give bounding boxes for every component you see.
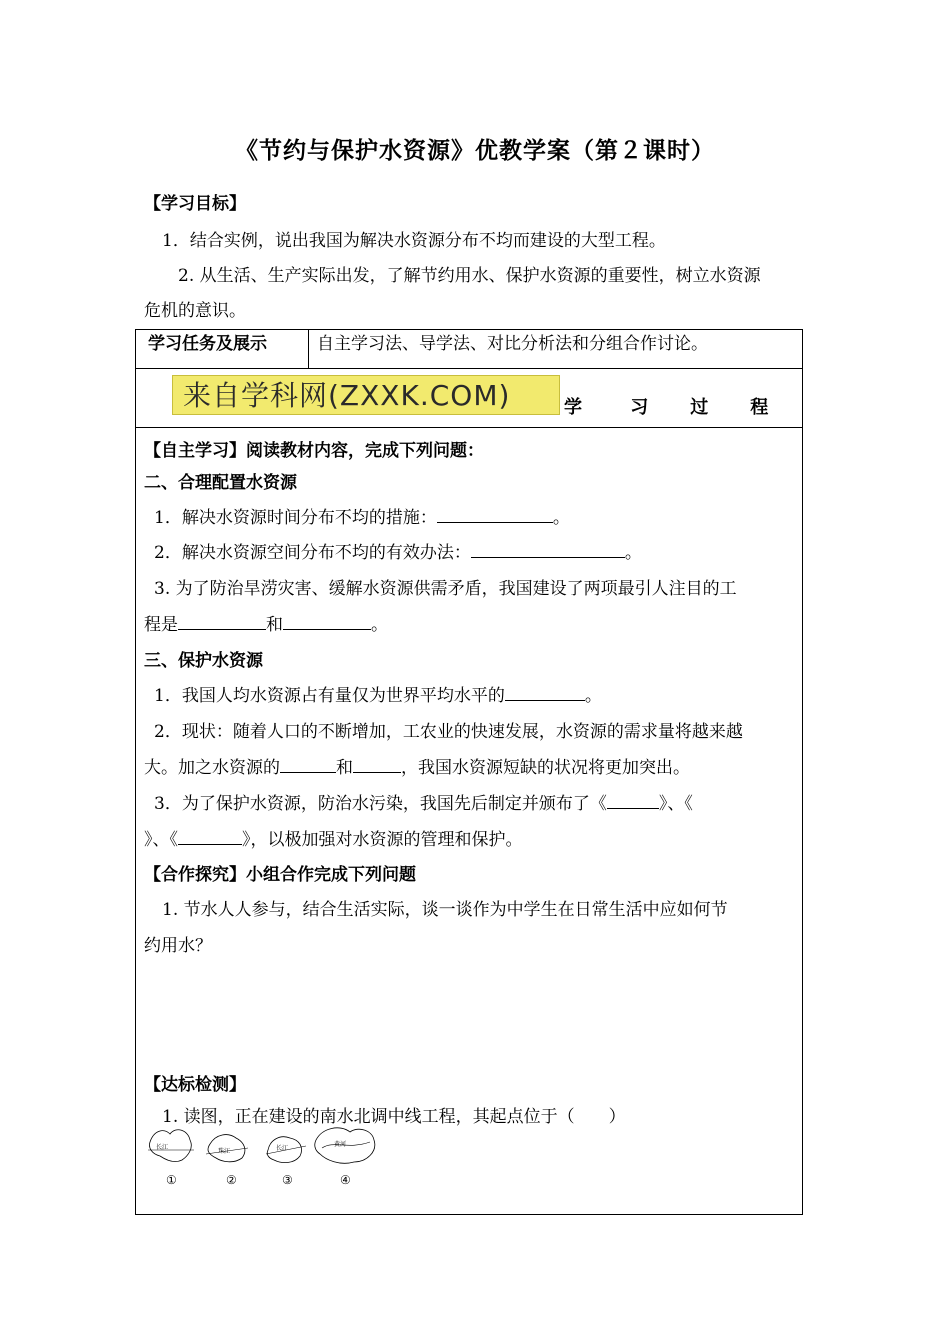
- process-char: 学: [564, 397, 582, 418]
- test-question-1: 1. 读图，正在建设的南水北调中线工程，其起点位于（ ）: [162, 1107, 626, 1127]
- s3-question-2-line2: 大。加之水资源的 和 ，我国水资源短缺的状况将更加突出。: [144, 758, 690, 778]
- s2-question-3-line2: 程是 和 。: [144, 615, 388, 635]
- self-study-heading: 【自主学习】阅读教材内容，完成下列问题：: [144, 441, 484, 461]
- objective-1: 1．结合实例，说出我国为解决水资源分布不均而建设的大型工程。: [162, 231, 666, 251]
- map-2: [206, 1135, 248, 1187]
- map-number: ①: [166, 1173, 177, 1187]
- s3-question-1: 1．我国人均水资源占有量仅为世界平均水平的 。: [154, 686, 602, 706]
- map-number: ③: [282, 1173, 293, 1187]
- map-river-label: 黄河: [334, 1141, 347, 1148]
- process-char: 习: [630, 397, 649, 418]
- s2-question-3-line1: 3. 为了防治旱涝灾害、缓解水资源供需矛盾，我国建设了两项最引人注目的工: [154, 579, 737, 599]
- answer-blank[interactable]: [283, 615, 371, 630]
- map-number: ②: [226, 1173, 237, 1187]
- s3-question-2-line1: 2．现状：随着人口的不断增加，工农业的快速发展，水资源的需求量将越来越: [154, 722, 743, 742]
- answer-blank[interactable]: [178, 615, 266, 630]
- coop-question-1-line1: 1. 节水人人参与，结合生活实际，谈一谈作为中学生在日常生活中应如何节: [162, 900, 728, 920]
- cooperation-heading: 【合作探究】小组合作完成下列问题: [144, 865, 416, 885]
- s3-question-3-line1: 3．为了保护水资源，防治水污染，我国先后制定并颁布了《 》、《: [154, 794, 693, 814]
- process-heading: [564, 393, 768, 419]
- content-cell: [136, 428, 803, 1215]
- map-river-label: 长江: [156, 1144, 169, 1151]
- objective-2-line1: 2. 从生活、生产实际出发，了解节约用水、保护水资源的重要性，树立水资源: [178, 266, 761, 286]
- map-number: ④: [340, 1173, 351, 1187]
- page-title: 《节约与保护水资源》优教学案（第２课时）: [235, 137, 715, 164]
- river-maps-figure: [144, 1120, 384, 1200]
- answer-blank[interactable]: [280, 758, 336, 773]
- objective-2-line2: 危机的意识。: [144, 301, 246, 321]
- task-text: 自主学习法、导学法、对比分析法和分组合作讨论。: [309, 330, 803, 369]
- answer-blank[interactable]: [437, 508, 553, 523]
- map-4: [315, 1128, 375, 1187]
- map-1: [148, 1130, 194, 1187]
- process-char: 过: [690, 397, 709, 418]
- process-banner-cell: [136, 369, 803, 428]
- map-3: [266, 1137, 306, 1187]
- map-river-label: 珠江: [218, 1148, 231, 1155]
- section2-heading: 二、合理配置水资源: [144, 473, 297, 493]
- process-char: 程: [750, 397, 769, 418]
- answer-blank[interactable]: [471, 543, 625, 558]
- test-heading: 【达标检测】: [144, 1075, 246, 1095]
- map-river-label: 长江: [276, 1145, 289, 1152]
- watermark-banner: 来自学科网(ZXXK.COM): [172, 375, 560, 415]
- s2-question-1: 1．解决水资源时间分布不均的措施： 。: [154, 508, 570, 528]
- answer-blank[interactable]: [178, 830, 242, 845]
- section3-heading: 三、保护水资源: [144, 651, 263, 671]
- lesson-table: [135, 329, 803, 1215]
- task-label: 学习任务及展示: [136, 330, 309, 369]
- coop-question-1-line2: 约用水？: [144, 936, 212, 956]
- s2-question-2: 2．解决水资源空间分布不均的有效办法： 。: [154, 543, 642, 563]
- answer-blank[interactable]: [353, 758, 401, 773]
- objectives-heading: 【学习目标】: [144, 194, 246, 214]
- answer-blank[interactable]: [607, 794, 659, 809]
- s3-question-3-line2: 》、《 》，以极加强对水资源的管理和保护。: [144, 830, 523, 850]
- answer-blank[interactable]: [505, 686, 585, 701]
